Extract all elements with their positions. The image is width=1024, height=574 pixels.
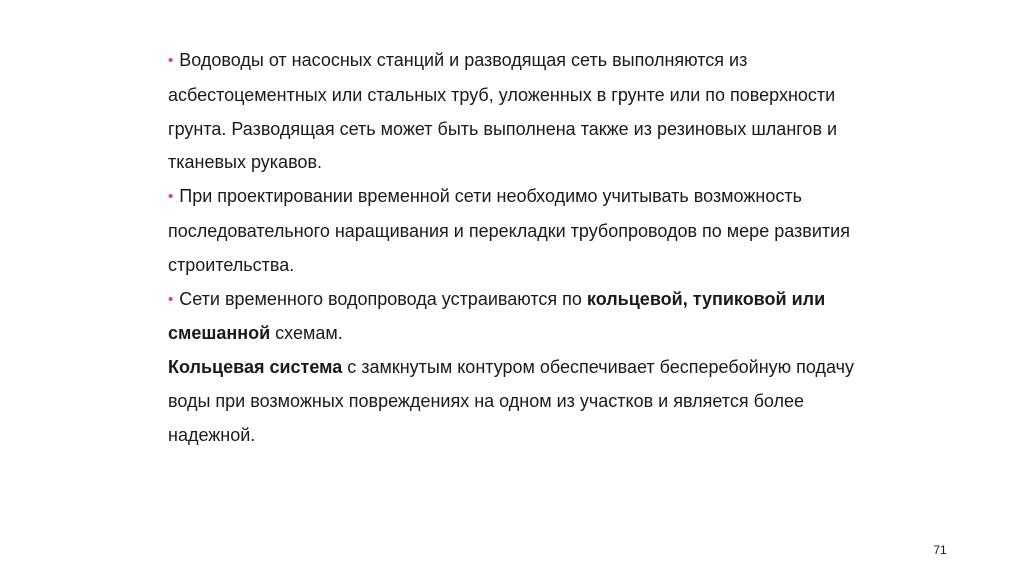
paragraph-bold-text: кольцевой, тупиковой или смешанной bbox=[168, 288, 826, 344]
paragraph-text: Водоводы от насосных станций и разводящая сеть выполняются из асбестоцементных или стальных труб, уложенных в грунте или по поверхности грунта. Разводящая сеть может быть выполнена также из резиновых шлангов и тканевых рукавов. bbox=[168, 50, 838, 173]
slide-body bbox=[168, 44, 868, 453]
paragraph-text: При проектировании временной сети необходимо учитывать возможность последовательного наращивания и перекладки трубопроводов по мере развития строительства. bbox=[168, 186, 850, 275]
paragraph-bold-text: Кольцевая система bbox=[168, 357, 343, 378]
page-number: 71 bbox=[933, 543, 947, 557]
paragraph-text-after: схемам. bbox=[270, 323, 343, 344]
bullet-icon: • bbox=[168, 290, 174, 308]
bullet-icon: • bbox=[168, 188, 174, 206]
paragraph-text-after: с замкнутым контуром обеспечивает бесперебойную подачу воды при возможных повреждениях на одном из участков и является более надежной. bbox=[168, 357, 855, 445]
paragraph-water-mains bbox=[168, 44, 868, 180]
paragraph-network-design bbox=[168, 180, 868, 282]
paragraph-ring-system bbox=[168, 351, 868, 452]
paragraph-network-schemes bbox=[168, 283, 868, 352]
bullet-icon: • bbox=[168, 52, 174, 69]
paragraph-text-before: Сети временного водопровода устраиваются по bbox=[179, 288, 587, 309]
